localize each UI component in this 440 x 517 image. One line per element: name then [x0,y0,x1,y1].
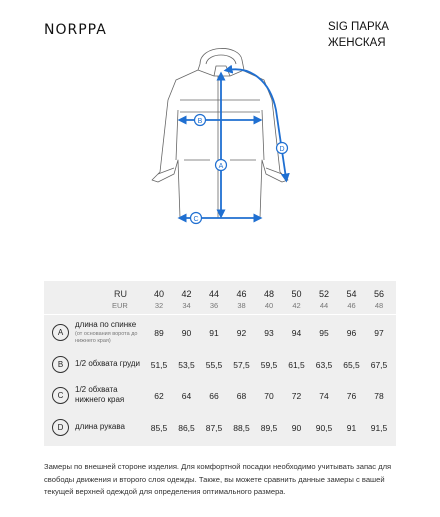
table-cell: 67,5 [370,360,388,370]
size-table-row [44,319,396,347]
table-cell: 91,5 [370,423,388,433]
table-cell: 51,5 [150,360,168,370]
table-cell: 89 [154,328,164,338]
table-cell: 90 [291,423,302,433]
parka-outline [152,48,288,218]
table-cell: 66 [209,391,219,401]
diagram-marker-b [195,115,206,126]
size-ru-40: 40 [153,289,164,299]
table-cell: 97 [374,328,384,338]
row-label: 1/2 обхвата груди [75,359,140,368]
diagram-marker-c [191,213,202,224]
row-label-group [75,320,145,344]
header-eur-label: EUR [112,301,128,310]
row-marker: A [52,324,69,341]
table-cell: 93 [264,328,274,338]
product-title [328,19,396,51]
brand-logo: NORPPA [44,22,107,38]
table-divider [44,314,396,315]
table-cell: 91 [209,328,219,338]
row-note: (от основания ворота до нижнего края) [75,331,138,344]
diagram-marker-a [216,160,227,171]
size-ru-44: 44 [208,289,219,299]
size-ru-46: 46 [236,289,247,299]
measure-d-line [228,69,286,178]
row-label: 1/2 обхвата нижнего края [75,385,125,404]
table-cell: 55,5 [205,360,223,370]
table-cell: 68 [236,391,247,401]
size-ru-54: 54 [346,289,357,299]
row-marker: B [52,356,69,373]
hood-outline [198,48,244,76]
table-cell: 59,5 [260,360,278,370]
size-ru-48: 48 [263,289,274,299]
diagram-marker-a-label: A [218,163,224,170]
header-ru-label: RU [114,289,127,299]
size-table-row [44,382,396,410]
footnote: Замеры по внешней стороне изделия. Для комфортной посадки необходимо учитывать запас для свободы движения и второго слоя одежды. Также, вы можете сравнить данные замеры с вашей текущей верхней одеждой для определения оптимального размера. [44,462,392,496]
sleeve-lines [176,110,264,160]
size-table-row [44,351,396,379]
table-cell: 90,5 [315,423,333,433]
table-cell: 95 [319,328,329,338]
size-ru-52: 52 [318,289,329,299]
table-cell: 72 [291,391,302,401]
diagram-marker-d-label: D [279,146,285,153]
size-eur-44: 44 [319,301,329,310]
table-cell: 91 [346,423,357,433]
size-eur-36: 36 [209,301,219,310]
size-ru-42: 42 [181,289,192,299]
product-title-line1: SIG ПАРКА [328,21,389,33]
parka-measurement-diagram [130,40,310,240]
table-cell: 89,5 [260,423,278,433]
size-eur-32: 32 [154,301,164,310]
table-cell: 88,5 [233,423,250,433]
table-cell: 53,5 [178,360,195,370]
table-cell: 78 [374,391,384,401]
table-cell: 76 [346,391,357,401]
table-cell: 87,5 [205,423,223,433]
table-cell: 94 [291,328,302,338]
collar [214,66,230,76]
size-eur-46: 46 [347,301,356,310]
table-cell: 64 [181,391,192,401]
table-cell: 65,5 [343,360,360,370]
size-ru-50: 50 [291,289,302,299]
row-label-group [75,385,145,405]
table-cell: 61,5 [288,360,305,370]
size-eur-42: 42 [292,301,301,310]
size-eur-38: 38 [237,301,246,310]
table-cell: 90 [181,328,192,338]
size-eur-34: 34 [182,301,191,310]
size-table [44,281,396,446]
table-cell: 74 [319,391,329,401]
size-eur-48: 48 [374,301,384,310]
table-cell: 92 [236,328,247,338]
row-label: длина рукава [75,422,125,431]
row-label-group [75,422,145,432]
table-cell: 86,5 [178,423,195,433]
body-outline [152,70,288,218]
table-cell: 85,5 [150,423,168,433]
size-table-row [44,414,396,442]
diagram-marker-c-label: C [193,216,199,223]
row-marker: D [52,419,69,436]
size-ru-56: 56 [373,289,384,299]
size-table-header [44,287,396,311]
diagram-markers [191,115,288,224]
diagram-marker-d [277,143,288,154]
product-title-line2: ЖЕНСКАЯ [328,37,386,49]
table-cell: 57,5 [233,360,250,370]
row-label-group [75,359,145,369]
row-label: длина по спинке [75,320,137,329]
hood-inner [206,55,236,64]
table-cell: 63,5 [315,360,333,370]
size-eur-40: 40 [264,301,274,310]
row-marker: C [52,387,69,404]
table-cell: 70 [264,391,274,401]
diagram-marker-b-label: B [197,118,203,125]
table-cell: 62 [154,391,164,401]
table-cell: 96 [346,328,357,338]
